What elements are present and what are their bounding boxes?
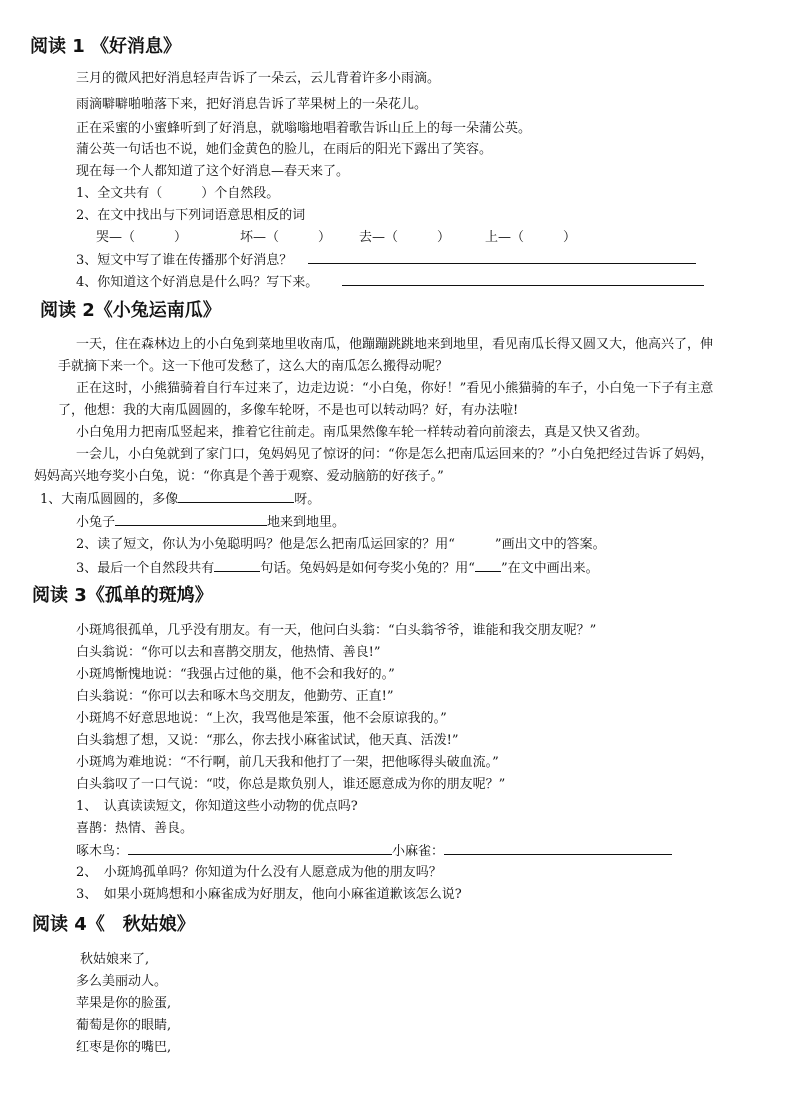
section3-paragraph: 白头翁说：“你可以去和喜鹊交朋友，他热情、善良!” [76,645,381,660]
section1-title: 阅读 1 《好消息》 [30,36,182,57]
section3-paragraph: 小斑鸠不好意思地说：“上次，我骂他是笨蛋，他不会原谅我的。” [76,711,447,726]
answer-line[interactable] [128,842,392,855]
answer-line[interactable] [308,251,696,264]
answer-line[interactable] [214,559,260,572]
example-answer: 喜鹊：热情、善良。 [76,821,194,836]
section2-title: 阅读 2《小兔运南瓜》 [40,300,221,321]
section3-paragraph: 小斑鸠惭愧地说：“我强占过他的巢，他不会和我好的。” [76,667,395,682]
question-1: 1、 认真读读短文，你知道这些小动物的优点吗? [76,799,358,814]
question-3: 3、短文中写了谁在传播那个好消息？ [76,251,696,269]
section2-paragraph: 小白兔用力把南瓜竖起来，推着它往前走。南瓜果然像车轮一样转动着向前滚去，真是又快又省劲。 [76,425,649,440]
section3-paragraph: 小斑鸠很孤单，几乎没有朋友。有一天，他问白头翁：“白头翁爷爷，谁能和我交朋友呢？” [76,623,597,638]
question-2: 2、读了短文，你认为小兔聪明吗？他是怎么把南瓜运回家的？用“ ”画出文中的答案。 [76,537,606,552]
antonym-item: 哭—（ ） [96,230,188,245]
poem-line: 红枣是你的嘴巴, [76,1040,172,1055]
section2-paragraph: 手就摘下来一个。这一下他可发愁了，这么大的南瓜怎么搬得动呢？ [58,359,449,374]
poem-line: 葡萄是你的眼睛, [76,1018,172,1033]
answer-line[interactable] [178,490,294,503]
section3-paragraph: 白头翁说：“你可以去和啄木鸟交朋友，他勤劳、正直!” [76,689,394,704]
question-1-part2: 小兔子 地来到地里。 [76,515,346,530]
antonym-item: 坏—（ ） [240,230,332,245]
question-3: 3、最后一个自然段共有 句话。兔妈妈是如何夸奖小兔的？用“ ”在文中画出来。 [76,561,599,576]
section2-paragraph: 正在这时，小熊猫骑着自行车过来了，边走边说：“小白兔，你好！”看见小熊猫骑的车子，小白兔一下子有主意 [76,381,714,396]
antonym-item: 上—（ ） [485,230,577,245]
section3-paragraph: 白头翁想了想，又说：“那么，你去找小麻雀试试，他天真、活泼!” [76,733,459,748]
question-1: 1、大南瓜圆圆的，多像 呀。 [40,492,321,507]
section4-title: 阅读 4《 秋姑娘》 [32,914,195,935]
answer-line[interactable] [342,273,704,286]
question-3: 3、 如果小斑鸠想和小麻雀成为好朋友，他向小麻雀道歉该怎么说? [76,887,462,902]
section1-paragraph: 正在采蜜的小蜜蜂听到了好消息，就嗡嗡地唱着歌告诉山丘上的每一朵蒲公英。 [76,121,532,136]
section3-paragraph: 白头翁叹了一口气说：“哎，你总是欺负别人，谁还愿意成为你的朋友呢？” [76,777,506,792]
section1-paragraph: 蒲公英一句话也不说，她们金黄色的脸儿，在雨后的阳光下露出了笑容。 [76,142,493,157]
antonym-item: 去—（ ） [359,230,451,245]
question-2: 2、 小斑鸠孤单吗？你知道为什么没有人愿意成为他的朋友吗？ [76,865,442,880]
section2-paragraph: 了，他想：我的大南瓜圆圆的，多像车轮呀，不是也可以转动吗？好，有办法啦! [58,403,519,418]
answer-line[interactable] [444,842,672,855]
section1-paragraph: 三月的微风把好消息轻声告诉了一朵云，云儿背着许多小雨滴。 [76,71,441,86]
section2-paragraph: 妈妈高兴地夸奖小白兔，说：“你真是个善于观察、爱动脑筋的好孩子。” [34,469,444,484]
section2-paragraph: 一会儿，小白兔就到了家门口，兔妈妈见了惊讶的问：“你是怎么把南瓜运回来的？”小白兔把经过告诉了妈妈， [76,447,714,462]
question-1: 1、全文共有（ ）个自然段。 [76,186,280,201]
question-4: 4、你知道这个好消息是什么吗？写下来。 [76,273,704,291]
question-2: 2、在文中找出与下列词语意思相反的词 [76,208,306,223]
section3-paragraph: 小斑鸠为难地说：“不行啊，前几天我和他打了一架，把他啄得头破血流。” [76,755,499,770]
section1-paragraph: 现在每一个人都知道了这个好消息—春天来了。 [76,164,350,179]
section3-title: 阅读 3《孤单的斑鸠》 [32,585,213,606]
section1-paragraph: 雨滴噼噼啪啪落下来，把好消息告诉了苹果树上的一朵花儿。 [76,97,428,112]
poem-line: 苹果是你的脸蛋, [76,996,172,1011]
poem-line: 多么美丽动人。 [76,974,168,989]
section2-paragraph: 一天，住在森林边上的小白兔到菜地里收南瓜，他蹦蹦跳跳地来到地里，看见南瓜长得又圆又大，他高兴了，伸 [76,337,714,352]
wavy-mark [475,559,501,572]
question-1-blanks: 啄木鸟： 小麻雀： [76,842,672,860]
poem-line: 秋姑娘来了, [80,952,150,967]
answer-line[interactable] [115,513,267,526]
